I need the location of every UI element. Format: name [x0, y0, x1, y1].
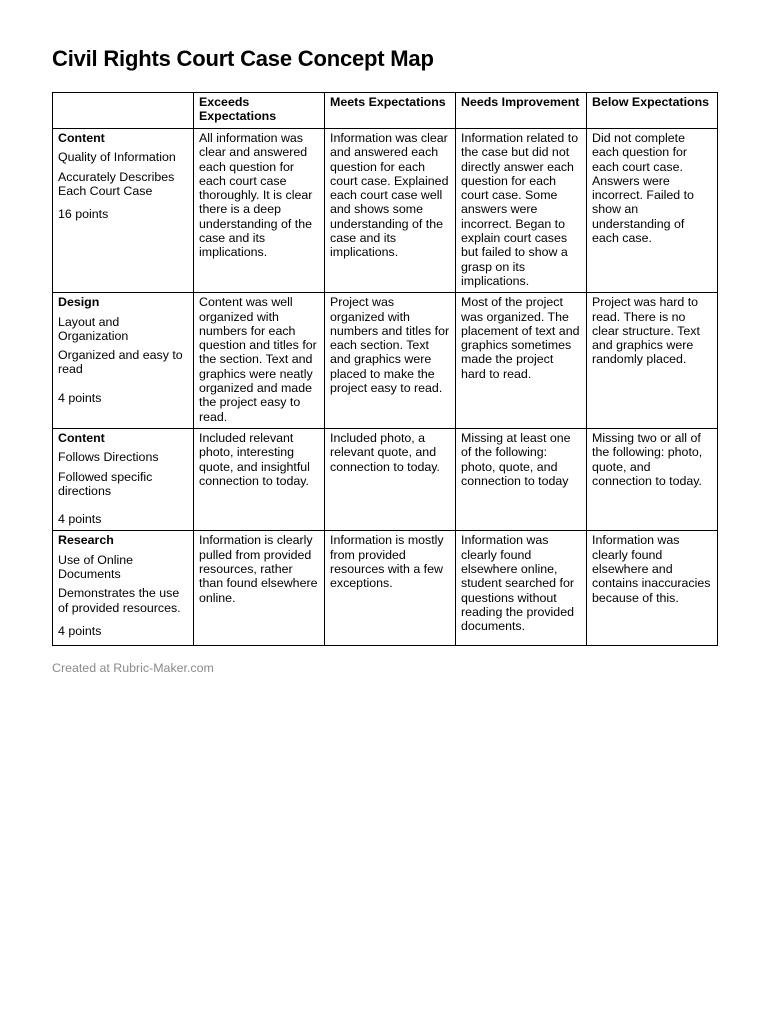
criterion-cell [53, 129, 194, 293]
criterion-description: Organized and easy to read [58, 348, 183, 377]
criterion-points: 16 points [58, 207, 109, 222]
criterion-subtitle: Use of Online Documents [58, 552, 134, 582]
criterion-title: Research [58, 533, 114, 548]
column-header-below: Below Expectations [587, 93, 718, 129]
criterion-subtitle: Quality of Information [58, 150, 176, 165]
column-header-needs-improvement: Needs Improvement [456, 93, 587, 129]
criterion-description: Followed specific directions [58, 469, 153, 498]
rubric-cell-below: Project was hard to read. There is no clear structure. Text and graphics were randomly placed. [587, 293, 718, 429]
rubric-cell-meets: Project was organized with numbers and titles for each section. Text and graphics were placed to make the project easy to read. [325, 293, 456, 429]
criterion-subtitle: Layout and Organization [58, 314, 129, 343]
rubric-cell-needs-improvement: Information was clearly found elsewhere online, student searched for questions without reading the provided documents. [456, 531, 587, 646]
rubric-cell-exceeds: Information is clearly pulled from provided resources, rather than found elsewhere online. [194, 531, 325, 646]
criterion-subtitle: Follows Directions [58, 450, 159, 465]
rubric-cell-below: Missing two or all of the following: photo, quote, and connection to today. [587, 428, 718, 530]
column-header-meets: Meets Expectations [325, 93, 456, 129]
rubric-cell-needs-improvement: Information related to the case but did not directly answer each question for each court case. Some answers were incorrect. Began to explain court cases but failed to show a grasp on its implications. [456, 129, 587, 293]
criterion-title: Design [58, 295, 100, 310]
rubric-cell-exceeds: Included relevant photo, interesting quote, and insightful connection to today. [194, 428, 325, 530]
table-row [53, 293, 718, 429]
rubric-cell-exceeds: All information was clear and answered each question for each court case thoroughly. It is clear there is a deep understanding of the case and its implications. [194, 129, 325, 293]
rubric-cell-meets: Information was clear and answered each question for each court case. Explained each court case well and shows some understanding of the case and its implications. [325, 129, 456, 293]
header-corner-cell [53, 93, 194, 129]
criterion-cell [53, 531, 194, 646]
column-header-exceeds: Exceeds Expectations [194, 93, 325, 129]
criterion-points: 4 points [58, 512, 102, 527]
criterion-points: 4 points [58, 623, 102, 638]
table-row [53, 428, 718, 530]
rubric-cell-meets: Included photo, a relevant quote, and connection to today. [325, 428, 456, 530]
header-row [53, 93, 718, 129]
rubric-table [52, 92, 718, 646]
criterion-cell [53, 293, 194, 429]
criterion-title: Content [58, 131, 105, 145]
criterion-points: 4 points [58, 390, 102, 405]
footer-credit: Created at Rubric-Maker.com [52, 661, 214, 675]
rubric-cell-below: Information was clearly found elsewhere and contains inaccuracies because of this. [587, 531, 718, 646]
rubric-cell-needs-improvement: Most of the project was organized. The placement of text and graphics sometimes made the project hard to read. [456, 293, 587, 429]
criterion-description: Demonstrates the use of provided resources. [58, 586, 181, 615]
criterion-cell [53, 428, 194, 530]
rubric-cell-exceeds: Content was well organized with numbers for each question and titles for the section. Text and graphics were neatly organized and made the project easy to read. [194, 293, 325, 429]
rubric-cell-meets: Information is mostly from provided resources with a few exceptions. [325, 531, 456, 646]
table-row [53, 129, 718, 293]
table-row [53, 531, 718, 646]
rubric-cell-below: Did not complete each question for each court case. Answers were incorrect. Failed to show an understanding of each case. [587, 129, 718, 293]
page-title: Civil Rights Court Case Concept Map [52, 46, 434, 71]
rubric-cell-needs-improvement: Missing at least one of the following: photo, quote, and connection to today [456, 428, 587, 530]
criterion-description: Accurately Describes Each Court Case [58, 169, 175, 198]
criterion-title: Content [58, 430, 105, 445]
